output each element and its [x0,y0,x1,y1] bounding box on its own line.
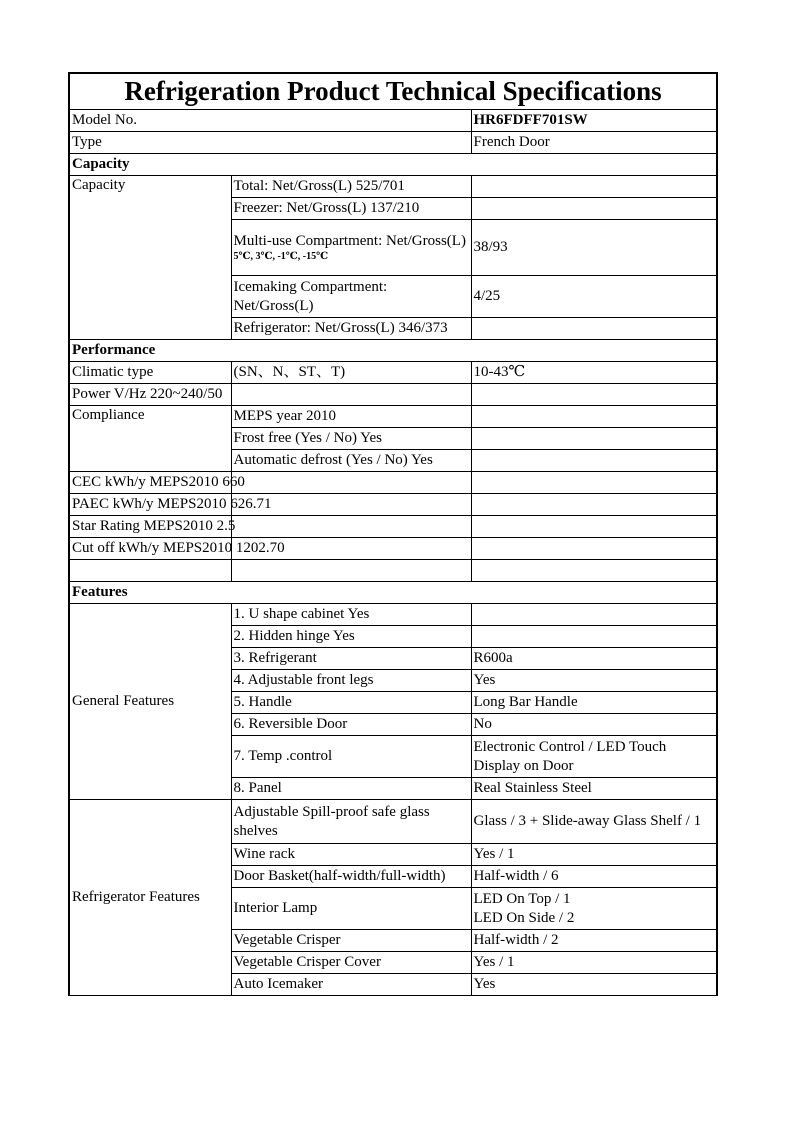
frost-free: Frost free (Yes / No) Yes [231,428,471,450]
star-rating: Star Rating MEPS2010 2.5 [69,516,231,538]
feature-name: 6. Reversible Door [231,714,471,736]
performance-section-header: Performance [69,340,717,362]
paec-value [471,494,717,516]
auto-defrost-value [471,450,717,472]
feature-name: Vegetable Crisper [231,930,471,952]
general-features-label: General Features [69,604,231,800]
feature-name: Interior Lamp [231,888,471,930]
capacity-icemaking: Icemaking Compartment: Net/Gross(L) [231,276,471,318]
feature-value: Long Bar Handle [471,692,717,714]
feature-value: Half-width / 2 [471,930,717,952]
power-empty [231,384,471,406]
feature-value [471,626,717,648]
climatic-classes: (SN、N、ST、T) [231,362,471,384]
refrigerator-features-label: Refrigerator Features [69,800,231,996]
blank-cell [471,560,717,582]
capacity-freezer-value [471,198,717,220]
capacity-icemaking-value: 4/25 [471,276,717,318]
cec-value [471,472,717,494]
meps-year-value [471,406,717,428]
feature-value: R600a [471,648,717,670]
capacity-multi-use-label: Multi-use Compartment: Net/Gross(L) [233,233,466,249]
meps-year: MEPS year 2010 [231,406,471,428]
features-section-header: Features [69,582,717,604]
frost-free-value [471,428,717,450]
climatic-label: Climatic type [69,362,231,384]
cec-empty [231,472,471,494]
feature-name: 4. Adjustable front legs [231,670,471,692]
star-empty [231,516,471,538]
capacity-multi-use-value: 38/93 [471,220,717,276]
capacity-freezer: Freezer: Net/Gross(L) 137/210 [231,198,471,220]
capacity-multi-use-temps: 5℃, 3℃, -1℃, -15℃ [233,251,329,262]
blank-cell [231,560,471,582]
feature-name: 5. Handle [231,692,471,714]
feature-name: 2. Hidden hinge Yes [231,626,471,648]
compliance-label: Compliance [69,406,231,472]
feature-name: Wine rack [231,844,471,866]
capacity-refrigerator: Refrigerator: Net/Gross(L) 346/373 [231,318,471,340]
capacity-refrigerator-value [471,318,717,340]
capacity-total-value [471,176,717,198]
capacity-section-header: Capacity [69,154,717,176]
feature-name: Auto Icemaker [231,974,471,996]
cutoff-value [471,538,717,560]
blank-cell [69,560,231,582]
feature-name: 8. Panel [231,778,471,800]
feature-name: 7. Temp .control [231,736,471,778]
paec-rating: PAEC kWh/y MEPS2010 626.71 [69,494,231,516]
spec-table [68,72,718,996]
feature-value: No [471,714,717,736]
power-value [471,384,717,406]
feature-value: Real Stainless Steel [471,778,717,800]
type-value: French Door [471,132,717,154]
auto-defrost: Automatic defrost (Yes / No) Yes [231,450,471,472]
type-label: Type [69,132,471,154]
cec-rating: CEC kWh/y MEPS2010 660 [69,472,231,494]
capacity-multi-use [231,220,471,276]
climatic-value: 10-43℃ [471,362,717,384]
feature-name: 1. U shape cabinet Yes [231,604,471,626]
feature-value: Glass / 3 + Slide-away Glass Shelf / 1 [471,800,717,844]
feature-name: Door Basket(half-width/full-width) [231,866,471,888]
star-value [471,516,717,538]
feature-value: Half-width / 6 [471,866,717,888]
feature-name: 3. Refrigerant [231,648,471,670]
capacity-total: Total: Net/Gross(L) 525/701 [231,176,471,198]
feature-value: Yes / 1 [471,952,717,974]
cutoff-rating: Cut off kWh/y MEPS2010 1202.70 [69,538,231,560]
model-value: HR6FDFF701SW [471,110,717,132]
spec-sheet [68,72,716,996]
model-label: Model No. [69,110,471,132]
interior-lamp-top: LED On Top / 1 [473,890,571,907]
feature-value [471,604,717,626]
feature-name: Adjustable Spill-proof safe glass shelves [231,800,471,844]
feature-value: Yes [471,670,717,692]
power-label: Power V/Hz 220~240/50 [69,384,231,406]
feature-value [471,888,717,930]
feature-value: Yes [471,974,717,996]
feature-value: Electronic Control / LED Touch Display on Door [471,736,717,778]
feature-name: Vegetable Crisper Cover [231,952,471,974]
interior-lamp-side: LED On Side / 2 [473,909,575,926]
feature-value: Yes / 1 [471,844,717,866]
capacity-label: Capacity [69,176,231,340]
page-title: Refrigeration Product Technical Specifications [69,73,717,110]
